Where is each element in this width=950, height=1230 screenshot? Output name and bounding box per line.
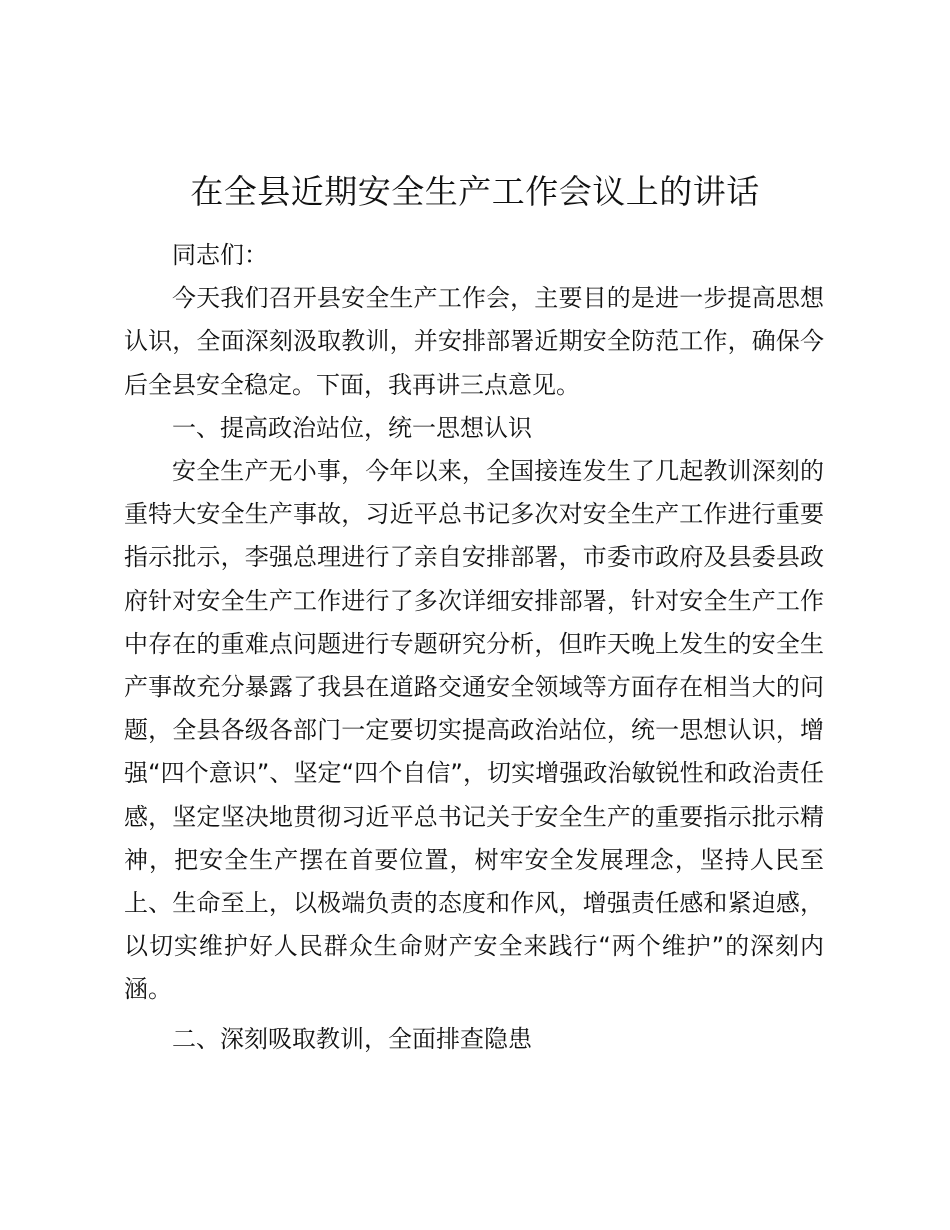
document-title: 在全县近期安全生产工作会议上的讲话 (190, 172, 760, 211)
section-1-heading: 一、提高政治站位，统一思想认识 (172, 413, 532, 442)
section-1-paragraph: 安全生产无小事，今年以来，全国接连发生了几起教训深刻的重特大安全生产事故，习近平总书记多次对安全生产工作进行重要指示批示，李强总理进行了亲自安排部署，市委市政府及县委县政府针对安全生产工作进行了多次详细安排部署，针对安全生产工作中存在的重难点问题进行专题研究分析，但昨天晚上发生的安全生产事故充分暴露了我县在道路交通安全领域等方面存在相当大的问题，全县各级各部门一定要切实提高政治站位，统一思想认识，增强“四个意识”、坚定“四个自信”，切实增强政治敏锐性和政治责任感，坚定坚决地贯彻习近平总书记关于安全生产的重要指示批示精神，把安全生产摆在首要位置，树牢安全发展理念，坚持人民至上、生命至上，以极端负责的态度和作风，增强责任感和紧迫感，以切实维护好人民群众生命财产安全来践行“两个维护”的深刻内涵。 (124, 457, 824, 1004)
intro-paragraph: 今天我们召开县安全生产工作会，主要目的是进一步提高思想认识，全面深刻汲取教训，并安排部署近期安全防范工作，确保今后全县安全稳定。下面，我再讲三点意见。 (124, 284, 824, 399)
document-body (124, 234, 824, 1061)
salutation: 同志们： (172, 241, 268, 269)
section-2-heading: 二、深刻吸取教训，全面排查隐患 (172, 1024, 532, 1053)
